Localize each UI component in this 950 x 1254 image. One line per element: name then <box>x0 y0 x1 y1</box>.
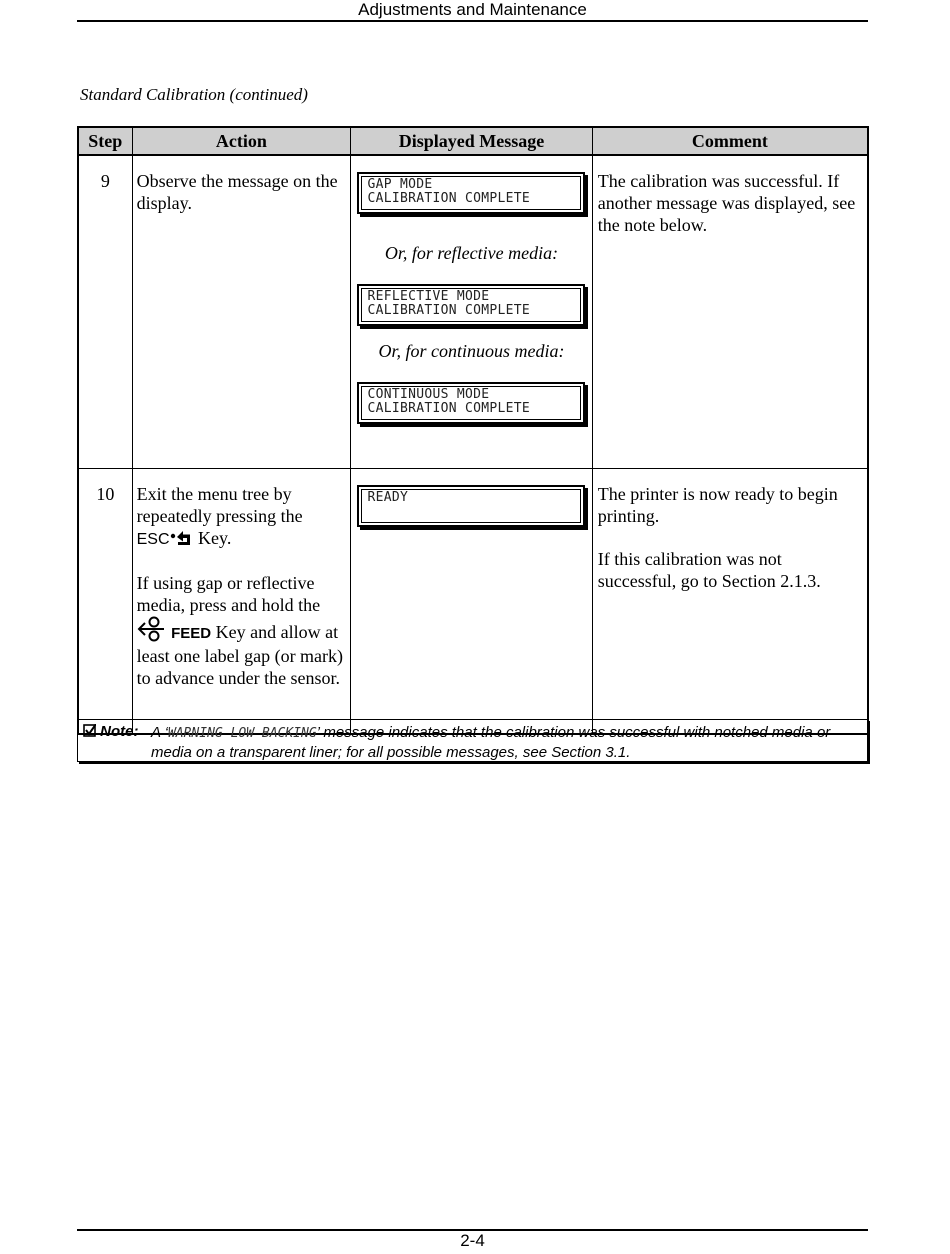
lcd-display <box>357 284 585 326</box>
lcd-display <box>357 485 585 527</box>
comment-text: The calibration was successful. If another message was displayed, see the note below. <box>592 155 868 469</box>
checkbox-icon <box>83 724 96 737</box>
step-number: 9 <box>78 155 132 469</box>
lcd-line: CALIBRATION COMPLETE <box>367 191 531 206</box>
lcd-line: REFLECTIVE MODE <box>367 289 490 304</box>
column-header-comment: Comment <box>592 127 868 155</box>
lcd-line: CONTINUOUS MODE <box>367 387 490 402</box>
action-paragraph <box>137 483 347 551</box>
calibration-table <box>77 126 869 735</box>
alternative-label: Or, for continuous media: <box>378 341 565 361</box>
page-header-title: Adjustments and Maintenance <box>358 0 587 19</box>
action-text: Observe the message on the display. <box>132 155 351 469</box>
note-label: Note: <box>100 723 139 740</box>
alternative-label: Or, for reflective media: <box>384 243 559 263</box>
lcd-display <box>357 382 585 424</box>
table-row <box>78 469 868 735</box>
column-header-step: Step <box>78 127 132 155</box>
lcd-line: CALIBRATION COMPLETE <box>367 401 531 416</box>
column-header-action: Action <box>132 127 351 155</box>
displayed-message-cell <box>351 155 593 469</box>
note-text: A ‘WARNING LOW BACKING’ message indicates that the calibration was successful with notched media or media on a transparent liner; for all possible messages, see Section 3.1. <box>151 724 831 761</box>
step-number: 10 <box>78 469 132 735</box>
column-header-displayed-message: Displayed Message <box>351 127 593 155</box>
displayed-message-cell <box>351 469 593 735</box>
lcd-display <box>357 172 585 214</box>
action-text: Key and allow at least one label gap (or mark) to advance under the sensor. <box>136 622 344 688</box>
table-row <box>78 155 868 469</box>
comment-text: If this calibration was not successful, go to Section 2.1.3. <box>597 549 821 591</box>
action-text: Exit the menu tree by repeatedly pressing the <box>136 484 303 526</box>
note-box <box>77 719 868 762</box>
note-code: WARNING LOW BACKING <box>167 726 317 741</box>
action-text: Key. <box>198 528 232 548</box>
table-header-row <box>78 127 868 155</box>
action-paragraph <box>137 572 347 689</box>
comment-cell <box>592 469 868 735</box>
esc-key-icon: ESC <box>137 531 194 548</box>
lcd-line: CALIBRATION COMPLETE <box>367 303 531 318</box>
action-text: If using gap or reflective media, press and hold the <box>136 573 321 615</box>
page-number: 2-4 <box>460 1231 485 1250</box>
comment-text: The printer is now ready to begin printing. <box>597 484 838 526</box>
header-rule <box>77 20 868 22</box>
lcd-line: GAP MODE <box>367 177 433 192</box>
section-subtitle: Standard Calibration (continued) <box>80 85 308 104</box>
feed-key-icon: FEED <box>137 622 212 642</box>
action-cell <box>132 469 351 735</box>
lcd-line: READY <box>367 490 409 505</box>
note-label-group <box>83 723 139 740</box>
